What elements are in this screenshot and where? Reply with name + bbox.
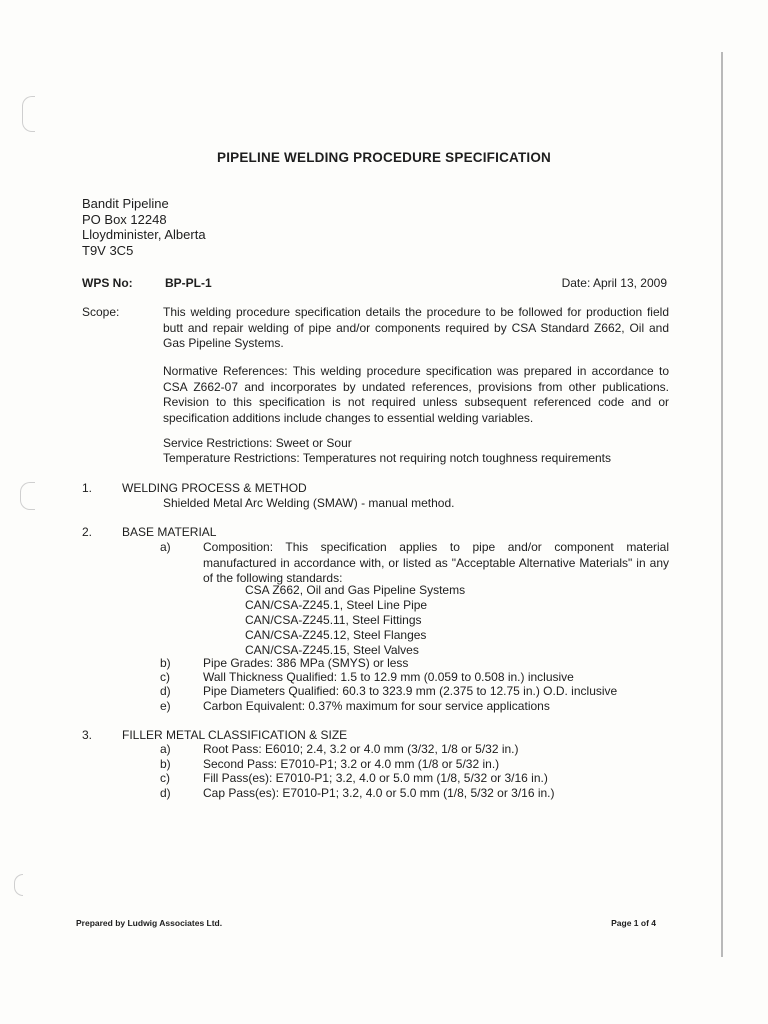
address-line: PO Box 12248 [82,211,167,227]
section-text: Shielded Metal Arc Welding (SMAW) - manual method. [163,496,455,510]
item-letter: a) [160,742,171,756]
item-text: Second Pass: E7010-P1; 3.2 or 4.0 mm (1/8 or 5/32 in.) [203,757,500,771]
standard-item: CAN/CSA-Z245.12, Steel Flanges [245,628,427,642]
section-number: 3. [82,728,93,742]
section-number: 1. [82,481,93,495]
item-letter: c) [160,771,170,785]
temperature-restrictions: Temperature Restrictions: Temperatures not requiring notch toughness requirements [163,451,612,465]
item-letter: a) [160,540,171,554]
punch-hole-mark [22,96,35,132]
footer-prepared-by: Prepared by Ludwig Associates Ltd. [76,918,223,928]
section-heading: BASE MATERIAL [122,525,217,539]
standard-item: CSA Z662, Oil and Gas Pipeline Systems [245,583,466,597]
section-heading: WELDING PROCESS & METHOD [122,481,307,495]
section-number: 2. [82,525,93,539]
wps-number: BP-PL-1 [165,276,212,290]
normative-references: Normative References: This welding procedure specification was prepared in accordance to CSA Z662-07 and incorporates by undated references, provisions from other publications. Revision to this specification is not required unless subsequent referenced code and or specification additions include changes to essential welding variables. [163,364,669,425]
scope-label: Scope: [82,305,120,319]
item-letter: b) [160,656,171,670]
item-text: Carbon Equivalent: 0.37% maximum for sour service applications [203,699,550,713]
address-line: Bandit Pipeline [82,196,169,211]
item-letter: b) [160,757,171,771]
item-text: Composition: This specification applies to pipe and/or component material manufactured in accordance with, or listed as "Acceptable Alternative Materials" in any of the following standards: [203,540,669,585]
address-line: T9V 3C5 [82,242,134,258]
service-restrictions: Service Restrictions: Sweet or Sour [163,436,352,450]
item-text: Root Pass: E6010; 2.4, 3.2 or 4.0 mm (3/32, 1/8 or 5/32 in.) [203,742,519,756]
item-letter: d) [160,684,171,698]
standard-item: CAN/CSA-Z245.1, Steel Line Pipe [245,598,428,612]
standards-list [245,583,465,658]
standard-item: CAN/CSA-Z245.11, Steel Fittings [245,613,422,627]
item-text: Pipe Diameters Qualified: 60.3 to 323.9 mm (2.375 to 12.75 in.) O.D. inclusive [203,684,618,698]
punch-hole-mark [20,482,35,510]
item-text: Wall Thickness Qualified: 1.5 to 12.9 mm (0.059 to 0.508 in.) inclusive [203,670,574,684]
address-block [82,196,206,258]
item-text: Cap Pass(es): E7010-P1; 3.2, 4.0 or 5.0 mm (1/8, 5/32 or 3/16 in.) [203,786,555,800]
wps-label: WPS No: [82,276,133,290]
scope-text: This welding procedure specification details the procedure to be followed for production field butt and repair welding of pipe and/or components required by CSA Standard Z662, Oil and Gas Pipeline Systems. [163,305,669,350]
document-date: Date: April 13, 2009 [561,276,667,290]
scan-edge-line [721,52,723,957]
item-text: Fill Pass(es): E7010-P1; 3.2, 4.0 or 5.0 mm (1/8, 5/32 or 3/16 in.) [203,771,548,785]
item-letter: e) [160,699,171,713]
standard-item: CAN/CSA-Z245.15, Steel Valves [245,643,419,657]
item-text: Pipe Grades: 386 MPa (SMYS) or less [203,656,409,670]
address-line: Lloydminister, Alberta [82,227,206,242]
page-title: PIPELINE WELDING PROCEDURE SPECIFICATION [216,150,552,165]
item-letter: c) [160,670,170,684]
section-heading: FILLER METAL CLASSIFICATION & SIZE [122,728,348,742]
punch-hole-mark [14,874,23,896]
footer-page-number: Page 1 of 4 [611,918,656,928]
item-letter: d) [160,786,171,800]
